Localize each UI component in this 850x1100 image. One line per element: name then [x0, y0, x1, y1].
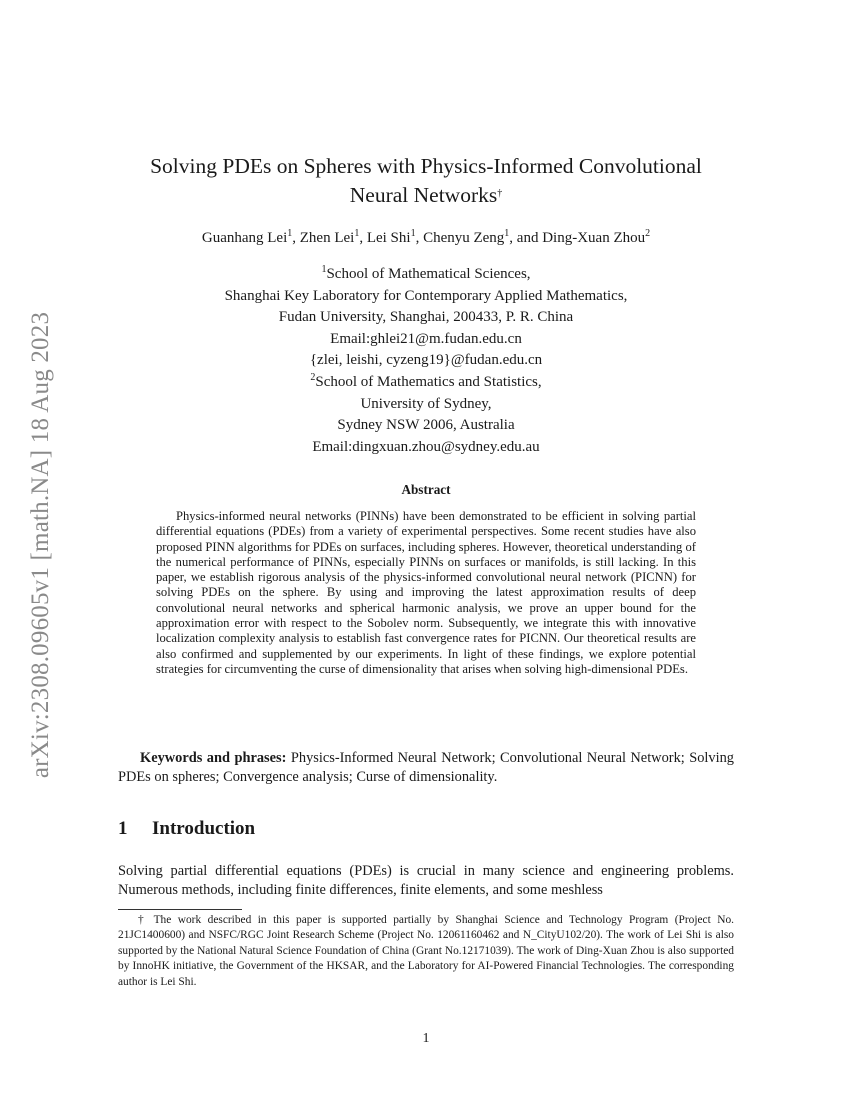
title-line-2-text: Neural Networks	[349, 183, 498, 207]
affiliation-1-line-3: Fudan University, Shanghai, 200433, P. R. China	[278, 309, 574, 326]
title-line-1: Solving PDEs on Spheres with Physics-Informed Convolutional	[150, 154, 702, 178]
author-separator: ,	[292, 230, 300, 246]
page-number: 1	[422, 1031, 430, 1046]
affiliation-1-mark: 1	[321, 264, 327, 275]
affiliation-1-email-2: {zlei, leishi, cyzeng19}@fudan.edu.cn	[309, 352, 543, 369]
affiliations	[118, 264, 734, 458]
author-affil-mark: 1	[287, 228, 293, 239]
section-number: 1	[118, 818, 128, 839]
abstract-heading: Abstract	[401, 482, 451, 497]
section-heading	[118, 818, 255, 840]
arxiv-identifier: arXiv:2308.09605v1 [math.NA] 18 Aug 2023	[27, 311, 54, 779]
title-dagger: †	[497, 188, 503, 199]
footnote-mark: †	[138, 914, 148, 926]
affiliation-2-email: Email:dingxuan.zhou@sydney.edu.au	[312, 438, 540, 455]
section-title: Introduction	[152, 818, 256, 839]
keywords-text: Physics-Informed Neural Network; Convolutional Neural Network; Solving PDEs on spheres; Convergence analysis; Curse of dimensionality.	[118, 750, 734, 785]
affiliation-2-line-3: Sydney NSW 2006, Australia	[337, 417, 515, 434]
footnote-text: The work described in this paper is supported partially by Shanghai Science and Technology Program (Project No. 21JC1400600) and NSFC/RGC Joint Research Scheme (Project No. 12061160462 and N_CityU102/20). The work of Lei Shi is also supported by the National Natural Science Foundation of China (Grant No.12171039). The work of Ding-Xuan Zhou is also supported by InnoHK initiative, the Government of the HKSAR, and the Laboratory for AI-Powered Financial Technologies. The corresponding author is Lei Shi.	[118, 914, 734, 988]
author-separator: ,	[359, 230, 367, 246]
author-affil-mark: 1	[410, 228, 416, 239]
affiliation-1-line-2: Shanghai Key Laboratory for Contemporary Applied Mathematics,	[224, 287, 628, 304]
keywords-label: Keywords and phrases:	[140, 750, 287, 766]
author-name: Chenyu Zeng	[423, 230, 505, 246]
footnote	[118, 913, 734, 990]
author-affil-mark: 1	[354, 228, 360, 239]
title-line-2	[118, 181, 734, 210]
author-affil-mark: 1	[504, 228, 510, 239]
affiliation-2-line-2: University of Sydney,	[360, 395, 492, 412]
author-name: Guanhang Lei	[201, 230, 288, 246]
affiliation-1-email-1: Email:ghlei21@m.fudan.edu.cn	[330, 330, 522, 347]
author-list	[118, 230, 734, 247]
author-name: Lei Shi	[366, 230, 411, 246]
author-separator: , and	[509, 230, 543, 246]
affiliation-2-name	[118, 372, 734, 394]
affiliation-1-line-1: School of Mathematical Sciences,	[326, 266, 531, 282]
affiliation-2-line-1: School of Mathematics and Statistics,	[315, 373, 542, 390]
author-name: Zhen Lei	[299, 230, 355, 246]
affiliation-1-name	[118, 264, 734, 286]
paper-title	[118, 152, 734, 210]
author-separator: ,	[415, 230, 424, 246]
affiliation-2-mark: 2	[310, 371, 316, 383]
intro-paragraph: Solving partial differential equations (PDEs) is crucial in many science and engineering problems. Numerous methods, including finite differences, finite elements, and some meshless	[118, 863, 734, 898]
keywords-paragraph	[118, 749, 734, 786]
abstract-body: Physics-informed neural networks (PINNs) have been demonstrated to be efficient in solving partial differential equations (PDEs) from a variety of experimental perspectives. Some recent studies have also proposed PINN algorithms for PDEs on surfaces, including spheres. However, theoretical understanding of the numerical performance of PINNs, especially PINNs on surfaces or manifolds, is still lacking. In this paper, we establish rigorous analysis of the physics-informed convolutional neural network (PICNN) for solving PDEs on the sphere. By using and improving the latest approximation results of deep convolutional neural networks and spherical harmonic analysis, we prove an upper bound for the approximation error with respect to the Sobolev norm. Subsequently, we integrate this with innovative localization complexity analysis to establish fast convergence rates for PICNN. Our theoretical results are also confirmed and supplemented by our experiments. In light of these findings, we explore potential strategies for circumventing the curse of dimensionality that arises when solving high-dimensional PDEs.	[156, 509, 696, 676]
author-name: Ding-Xuan Zhou	[542, 230, 646, 246]
author-affil-mark: 2	[645, 228, 651, 239]
footnote-rule	[118, 909, 242, 910]
